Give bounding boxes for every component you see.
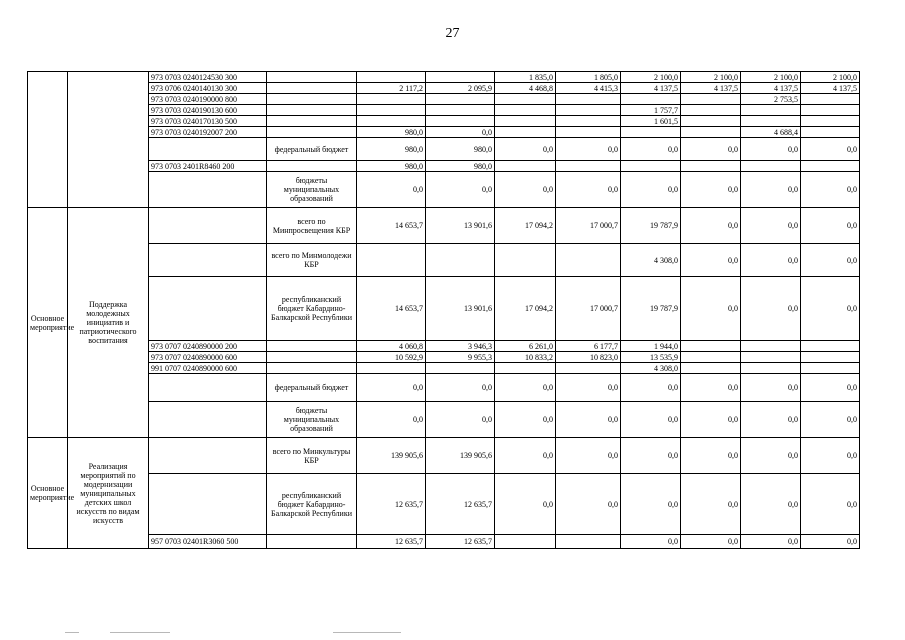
- amount-cell: [801, 352, 860, 363]
- amount-cell: 12 635,7: [357, 474, 426, 535]
- amount-cell: 4 308,0: [621, 363, 681, 374]
- amount-cell: 4 137,5: [681, 83, 741, 94]
- amount-cell: 1 835,0: [495, 72, 556, 83]
- amount-cell: 17 094,2: [495, 208, 556, 244]
- amount-cell: 139 905,6: [426, 438, 495, 474]
- funding-source-cell: республиканский бюджет Кабардино-Балкарской Республики: [267, 277, 357, 341]
- amount-cell: 12 635,7: [426, 474, 495, 535]
- amount-cell: 0,0: [681, 438, 741, 474]
- funding-source-cell: [267, 535, 357, 549]
- amount-cell: 12 635,7: [426, 535, 495, 549]
- funding-source-cell: республиканский бюджет Кабардино-Балкарской Республики: [267, 474, 357, 535]
- amount-cell: 14 653,7: [357, 277, 426, 341]
- amount-cell: [556, 363, 621, 374]
- kbk-code-cell: 973 0703 0240124530 300: [149, 72, 267, 83]
- amount-cell: [801, 94, 860, 105]
- amount-cell: 0,0: [495, 172, 556, 208]
- table-row: [28, 363, 860, 374]
- amount-cell: 1 601,5: [621, 116, 681, 127]
- footer-scan-mark: [333, 632, 401, 633]
- measure-cell: [68, 72, 149, 208]
- amount-cell: 980,0: [426, 138, 495, 161]
- funding-source-cell: федеральный бюджет: [267, 374, 357, 402]
- amount-cell: 0,0: [681, 172, 741, 208]
- amount-cell: 6 261,0: [495, 341, 556, 352]
- table-row: [28, 474, 860, 535]
- table-row: [28, 341, 860, 352]
- amount-cell: 13 535,9: [621, 352, 681, 363]
- amount-cell: 0,0: [426, 172, 495, 208]
- amount-cell: 17 000,7: [556, 208, 621, 244]
- amount-cell: 0,0: [556, 438, 621, 474]
- amount-cell: [621, 161, 681, 172]
- table-row: [28, 352, 860, 363]
- amount-cell: 980,0: [426, 161, 495, 172]
- amount-cell: 13 901,6: [426, 277, 495, 341]
- amount-cell: 0,0: [801, 535, 860, 549]
- amount-cell: [556, 127, 621, 138]
- amount-cell: 0,0: [681, 138, 741, 161]
- amount-cell: [741, 363, 801, 374]
- amount-cell: 0,0: [741, 402, 801, 438]
- kbk-code-cell: 973 0703 0240190000 800: [149, 94, 267, 105]
- amount-cell: 0,0: [621, 172, 681, 208]
- amount-cell: [741, 352, 801, 363]
- amount-cell: [556, 161, 621, 172]
- amount-cell: 0,0: [426, 402, 495, 438]
- amount-cell: [621, 127, 681, 138]
- amount-cell: 0,0: [741, 535, 801, 549]
- funding-source-cell: бюджеты муниципальных образований: [267, 172, 357, 208]
- amount-cell: 0,0: [426, 127, 495, 138]
- amount-cell: 0,0: [426, 374, 495, 402]
- funding-source-cell: [267, 341, 357, 352]
- table-row: [28, 374, 860, 402]
- amount-cell: 0,0: [801, 138, 860, 161]
- amount-cell: [621, 94, 681, 105]
- amount-cell: 19 787,9: [621, 208, 681, 244]
- amount-cell: 0,0: [741, 244, 801, 277]
- amount-cell: 0,0: [681, 474, 741, 535]
- kbk-code-cell: 991 0707 0240890000 600: [149, 363, 267, 374]
- amount-cell: [801, 105, 860, 116]
- amount-cell: 4 468,8: [495, 83, 556, 94]
- amount-cell: [556, 244, 621, 277]
- kbk-code-cell: [149, 172, 267, 208]
- amount-cell: [495, 161, 556, 172]
- amount-cell: [801, 116, 860, 127]
- amount-cell: [426, 72, 495, 83]
- amount-cell: 0,0: [621, 474, 681, 535]
- amount-cell: [801, 341, 860, 352]
- amount-cell: 4 137,5: [741, 83, 801, 94]
- amount-cell: 0,0: [741, 374, 801, 402]
- amount-cell: 0,0: [741, 138, 801, 161]
- table-row: [28, 244, 860, 277]
- kbk-code-cell: [149, 208, 267, 244]
- table-row: [28, 72, 860, 83]
- amount-cell: [426, 105, 495, 116]
- amount-cell: 17 000,7: [556, 277, 621, 341]
- amount-cell: 0,0: [801, 172, 860, 208]
- funding-source-cell: [267, 105, 357, 116]
- amount-cell: [357, 94, 426, 105]
- amount-cell: 980,0: [357, 138, 426, 161]
- amount-cell: [681, 352, 741, 363]
- amount-cell: 0,0: [741, 438, 801, 474]
- funding-source-cell: всего по Минмолодежи КБР: [267, 244, 357, 277]
- amount-cell: [495, 116, 556, 127]
- amount-cell: 0,0: [801, 438, 860, 474]
- funding-source-cell: [267, 116, 357, 127]
- amount-cell: [426, 244, 495, 277]
- amount-cell: [357, 244, 426, 277]
- amount-cell: 12 635,7: [357, 535, 426, 549]
- kbk-code-cell: 973 0703 0240190130 600: [149, 105, 267, 116]
- amount-cell: [681, 161, 741, 172]
- amount-cell: [741, 161, 801, 172]
- amount-cell: 980,0: [357, 161, 426, 172]
- table-row: [28, 127, 860, 138]
- amount-cell: [801, 161, 860, 172]
- page-number: 27: [445, 26, 460, 41]
- amount-cell: [556, 94, 621, 105]
- amount-cell: [357, 116, 426, 127]
- table-row: [28, 438, 860, 474]
- kbk-code-cell: [149, 402, 267, 438]
- amount-cell: [426, 94, 495, 105]
- amount-cell: [741, 341, 801, 352]
- amount-cell: 0,0: [495, 438, 556, 474]
- amount-cell: [556, 535, 621, 549]
- amount-cell: 0,0: [801, 244, 860, 277]
- amount-cell: 0,0: [801, 402, 860, 438]
- amount-cell: 0,0: [621, 138, 681, 161]
- table-row: [28, 208, 860, 244]
- amount-cell: 1 944,0: [621, 341, 681, 352]
- amount-cell: 10 823,0: [556, 352, 621, 363]
- amount-cell: [741, 105, 801, 116]
- amount-cell: 2 100,0: [801, 72, 860, 83]
- amount-cell: 9 955,3: [426, 352, 495, 363]
- budget-table: [27, 71, 860, 549]
- amount-cell: 0,0: [681, 208, 741, 244]
- amount-cell: 0,0: [621, 402, 681, 438]
- amount-cell: [495, 94, 556, 105]
- funding-source-cell: [267, 127, 357, 138]
- amount-cell: 1 757,7: [621, 105, 681, 116]
- amount-cell: 0,0: [621, 438, 681, 474]
- amount-cell: [426, 363, 495, 374]
- amount-cell: [426, 116, 495, 127]
- amount-cell: 0,0: [801, 277, 860, 341]
- amount-cell: 4 137,5: [801, 83, 860, 94]
- amount-cell: 2 100,0: [621, 72, 681, 83]
- kbk-code-cell: [149, 474, 267, 535]
- amount-cell: 10 592,9: [357, 352, 426, 363]
- amount-cell: 980,0: [357, 127, 426, 138]
- kbk-code-cell: [149, 138, 267, 161]
- kbk-code-cell: [149, 374, 267, 402]
- amount-cell: 0,0: [556, 138, 621, 161]
- amount-cell: 0,0: [556, 402, 621, 438]
- table-row: [28, 116, 860, 127]
- funding-source-cell: [267, 83, 357, 94]
- amount-cell: 3 946,3: [426, 341, 495, 352]
- funding-source-cell: всего по Минпросвещения КБР: [267, 208, 357, 244]
- table-row: [28, 277, 860, 341]
- amount-cell: 0,0: [681, 244, 741, 277]
- amount-cell: 0,0: [681, 535, 741, 549]
- amount-cell: 6 177,7: [556, 341, 621, 352]
- entity-cell: [28, 72, 68, 208]
- amount-cell: 2 100,0: [681, 72, 741, 83]
- kbk-code-cell: [149, 244, 267, 277]
- amount-cell: [741, 116, 801, 127]
- amount-cell: [681, 105, 741, 116]
- amount-cell: [357, 105, 426, 116]
- table-row: [28, 83, 860, 94]
- amount-cell: 0,0: [681, 402, 741, 438]
- amount-cell: 2 100,0: [741, 72, 801, 83]
- amount-cell: [495, 363, 556, 374]
- amount-cell: 0,0: [741, 208, 801, 244]
- amount-cell: [681, 94, 741, 105]
- amount-cell: 2 117,2: [357, 83, 426, 94]
- funding-source-cell: федеральный бюджет: [267, 138, 357, 161]
- amount-cell: [357, 363, 426, 374]
- amount-cell: 139 905,6: [357, 438, 426, 474]
- amount-cell: [801, 127, 860, 138]
- amount-cell: [495, 244, 556, 277]
- kbk-code-cell: 957 0703 02401R3060 500: [149, 535, 267, 549]
- amount-cell: 0,0: [801, 474, 860, 535]
- amount-cell: [495, 535, 556, 549]
- funding-source-cell: [267, 161, 357, 172]
- amount-cell: [681, 127, 741, 138]
- kbk-code-cell: 973 0707 0240890000 200: [149, 341, 267, 352]
- table-row: [28, 535, 860, 549]
- amount-cell: 0,0: [495, 402, 556, 438]
- amount-cell: 4 308,0: [621, 244, 681, 277]
- amount-cell: [801, 363, 860, 374]
- entity-cell: Основное мероприятие: [28, 208, 68, 438]
- table-row: [28, 402, 860, 438]
- amount-cell: 0,0: [741, 172, 801, 208]
- amount-cell: 2 753,5: [741, 94, 801, 105]
- table-row: [28, 138, 860, 161]
- amount-cell: 0,0: [681, 277, 741, 341]
- amount-cell: 0,0: [357, 374, 426, 402]
- kbk-code-cell: 973 0706 0240140130 300: [149, 83, 267, 94]
- amount-cell: 0,0: [357, 172, 426, 208]
- funding-source-cell: [267, 94, 357, 105]
- table-row: [28, 161, 860, 172]
- table-row: [28, 172, 860, 208]
- table-row: [28, 105, 860, 116]
- amount-cell: 1 805,0: [556, 72, 621, 83]
- amount-cell: 17 094,2: [495, 277, 556, 341]
- entity-cell: Основное мероприятие: [28, 438, 68, 549]
- kbk-code-cell: 973 0703 0240170130 500: [149, 116, 267, 127]
- amount-cell: [681, 363, 741, 374]
- amount-cell: [556, 116, 621, 127]
- amount-cell: 0,0: [495, 374, 556, 402]
- amount-cell: 0,0: [621, 374, 681, 402]
- amount-cell: [556, 105, 621, 116]
- amount-cell: 14 653,7: [357, 208, 426, 244]
- amount-cell: 4 060,8: [357, 341, 426, 352]
- amount-cell: 0,0: [801, 374, 860, 402]
- amount-cell: 4 137,5: [621, 83, 681, 94]
- amount-cell: 0,0: [741, 277, 801, 341]
- kbk-code-cell: [149, 277, 267, 341]
- amount-cell: 0,0: [357, 402, 426, 438]
- amount-cell: 2 095,9: [426, 83, 495, 94]
- funding-source-cell: [267, 363, 357, 374]
- amount-cell: [495, 105, 556, 116]
- amount-cell: [357, 72, 426, 83]
- amount-cell: 0,0: [621, 535, 681, 549]
- amount-cell: 0,0: [801, 208, 860, 244]
- amount-cell: 0,0: [556, 172, 621, 208]
- kbk-code-cell: 973 0703 2401R8460 200: [149, 161, 267, 172]
- amount-cell: 4 415,3: [556, 83, 621, 94]
- footer-scan-mark: [110, 632, 170, 633]
- kbk-code-cell: 973 0703 0240192007 200: [149, 127, 267, 138]
- measure-cell: Поддержка молодежных инициатив и патриотического воспитания: [68, 208, 149, 438]
- amount-cell: 4 688,4: [741, 127, 801, 138]
- funding-source-cell: всего по Минкультуры КБР: [267, 438, 357, 474]
- amount-cell: 0,0: [495, 474, 556, 535]
- amount-cell: 0,0: [556, 374, 621, 402]
- kbk-code-cell: [149, 438, 267, 474]
- amount-cell: 0,0: [495, 138, 556, 161]
- amount-cell: 0,0: [556, 474, 621, 535]
- funding-source-cell: [267, 352, 357, 363]
- amount-cell: 0,0: [681, 374, 741, 402]
- table-row: [28, 94, 860, 105]
- amount-cell: 13 901,6: [426, 208, 495, 244]
- amount-cell: [495, 127, 556, 138]
- funding-source-cell: бюджеты муниципальных образований: [267, 402, 357, 438]
- amount-cell: 19 787,9: [621, 277, 681, 341]
- amount-cell: [681, 341, 741, 352]
- funding-source-cell: [267, 72, 357, 83]
- kbk-code-cell: 973 0707 0240890000 600: [149, 352, 267, 363]
- footer-scan-mark: [65, 632, 79, 633]
- amount-cell: [681, 116, 741, 127]
- amount-cell: 0,0: [741, 474, 801, 535]
- amount-cell: 10 833,2: [495, 352, 556, 363]
- measure-cell: Реализация мероприятий по модернизации муниципальных детских школ искусств по видам искусств: [68, 438, 149, 549]
